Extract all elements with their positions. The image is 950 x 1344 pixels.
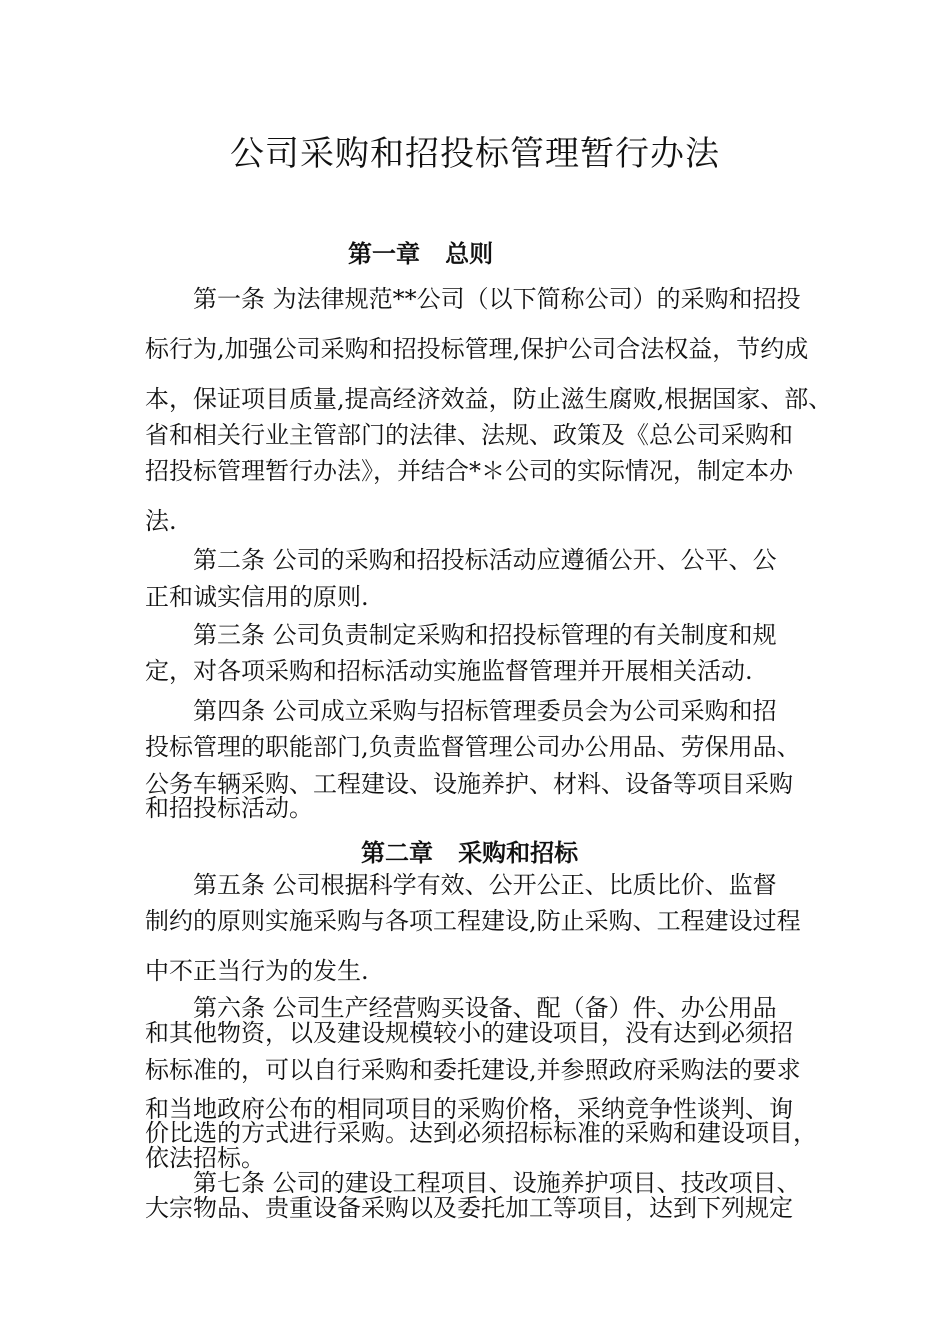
paragraph-line: 第七条 公司的建设工程项目、设施养护项目、技改项目、	[193, 1169, 801, 1197]
paragraph-line: 和当地政府公布的相同项目的采购价格，采纳竞争性谈判、询	[145, 1095, 793, 1123]
document-title: 公司采购和招投标管理暂行办法	[230, 134, 720, 174]
paragraph-line: 价比选的方式进行采购。达到必须招标标准的采购和建设项目，	[145, 1119, 817, 1147]
paragraph-line: 招投标管理暂行办法》，并结合*＊公司的实际情况，制定本办	[145, 457, 793, 485]
paragraph-line: 标标准的，可以自行采购和委托建设,并参照政府采购法的要求	[145, 1056, 801, 1084]
paragraph-line: 省和相关行业主管部门的法律、法规、政策及《总公司采购和	[145, 421, 793, 449]
paragraph-line: 法.	[145, 507, 177, 535]
paragraph-line: 中不正当行为的发生.	[145, 957, 369, 985]
paragraph-line: 第六条 公司生产经营购买设备、配（备）件、办公用品	[193, 994, 777, 1022]
paragraph-line: 和其他物资，以及建设规模较小的建设项目，没有达到必须招	[145, 1019, 793, 1047]
paragraph-line: 第三条 公司负责制定采购和招投标管理的有关制度和规	[193, 621, 777, 649]
paragraph-line: 投标管理的职能部门,负责监督管理公司办公用品、劳保用品、	[145, 733, 801, 761]
paragraph-line: 大宗物品、贵重设备采购以及委托加工等项目，达到下列规定	[145, 1194, 793, 1222]
paragraph-line: 正和诚实信用的原则.	[145, 583, 369, 611]
paragraph-line: 公务车辆采购、工程建设、设施养护、材料、设备等项目采购	[145, 770, 793, 798]
paragraph-line: 标行为,加强公司采购和招投标管理,保护公司合法权益，节约成	[145, 335, 809, 363]
chapter-heading-1: 第一章 总则	[348, 239, 494, 268]
paragraph-line: 第四条 公司成立采购与招标管理委员会为公司采购和招	[193, 697, 777, 725]
paragraph-line: 第二条 公司的采购和招投标活动应遵循公开、公平、公	[193, 546, 777, 574]
chapter-heading-2: 第二章 采购和招标	[361, 838, 579, 867]
paragraph-line: 定，对各项采购和招标活动实施监督管理并开展相关活动.	[145, 657, 753, 685]
paragraph-line: 依法招标。	[145, 1144, 265, 1172]
paragraph-line: 和招投标活动。	[145, 794, 313, 822]
paragraph-line: 制约的原则实施采购与各项工程建设,防止采购、工程建设过程	[145, 907, 801, 935]
paragraph-line: 第一条 为法律规范**公司（以下简称公司）的采购和招投	[193, 285, 801, 313]
paragraph-line: 第五条 公司根据科学有效、公开公正、比质比价、监督	[193, 871, 777, 899]
paragraph-line: 本，保证项目质量,提高经济效益，防止滋生腐败,根据国家、部、	[145, 385, 833, 413]
